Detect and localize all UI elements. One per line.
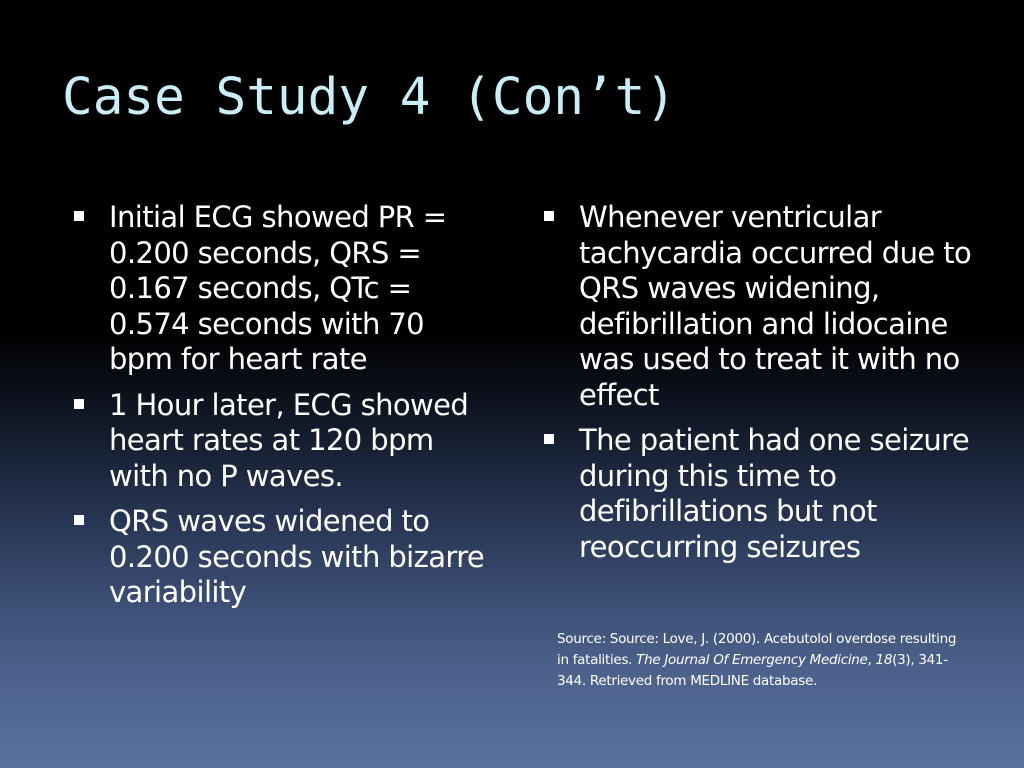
bullet-item — [540, 200, 990, 413]
bullet-item — [540, 423, 990, 565]
square-bullet-icon — [74, 211, 84, 221]
citation-journal: The Journal Of Emergency Medicine — [636, 652, 868, 668]
left-bullet-list — [70, 200, 490, 621]
citation-prefix: Source: Source: Love, J. (2000). Acebutolol overdose resulting in fatalities. — [557, 631, 957, 668]
bullet-text: Initial ECG showed PR = 0.200 seconds, QRS = 0.167 seconds, QTc = 0.574 seconds with 70 bpm for heart rate — [109, 200, 447, 376]
citation-rest: (3), 341-344. Retrieved from MEDLINE database. — [557, 652, 948, 689]
bullet-text: QRS waves widened to 0.200 seconds with bizarre variability — [109, 504, 485, 609]
right-bullet-list — [540, 200, 990, 575]
citation-separator: , — [867, 652, 876, 668]
bullet-text: Whenever ventricular tachycardia occurred due to QRS waves widening, defibrillation and lidocaine was used to treat it with no effect — [579, 200, 972, 412]
bullet-item — [70, 200, 490, 378]
square-bullet-icon — [74, 399, 84, 409]
bullet-item — [70, 388, 490, 495]
square-bullet-icon — [544, 211, 554, 221]
bullet-text: 1 Hour later, ECG showed heart rates at 120 bpm with no P waves. — [109, 387, 469, 493]
source-citation — [557, 629, 957, 692]
square-bullet-icon — [74, 515, 84, 525]
slide-title: Case Study 4 (Con’t) — [62, 68, 677, 127]
bullet-item — [70, 504, 490, 611]
citation-volume: 18 — [875, 652, 893, 668]
square-bullet-icon — [544, 434, 554, 444]
bullet-text: The patient had one seizure during this time to defibrillations but not reoccurring seizures — [579, 423, 970, 564]
